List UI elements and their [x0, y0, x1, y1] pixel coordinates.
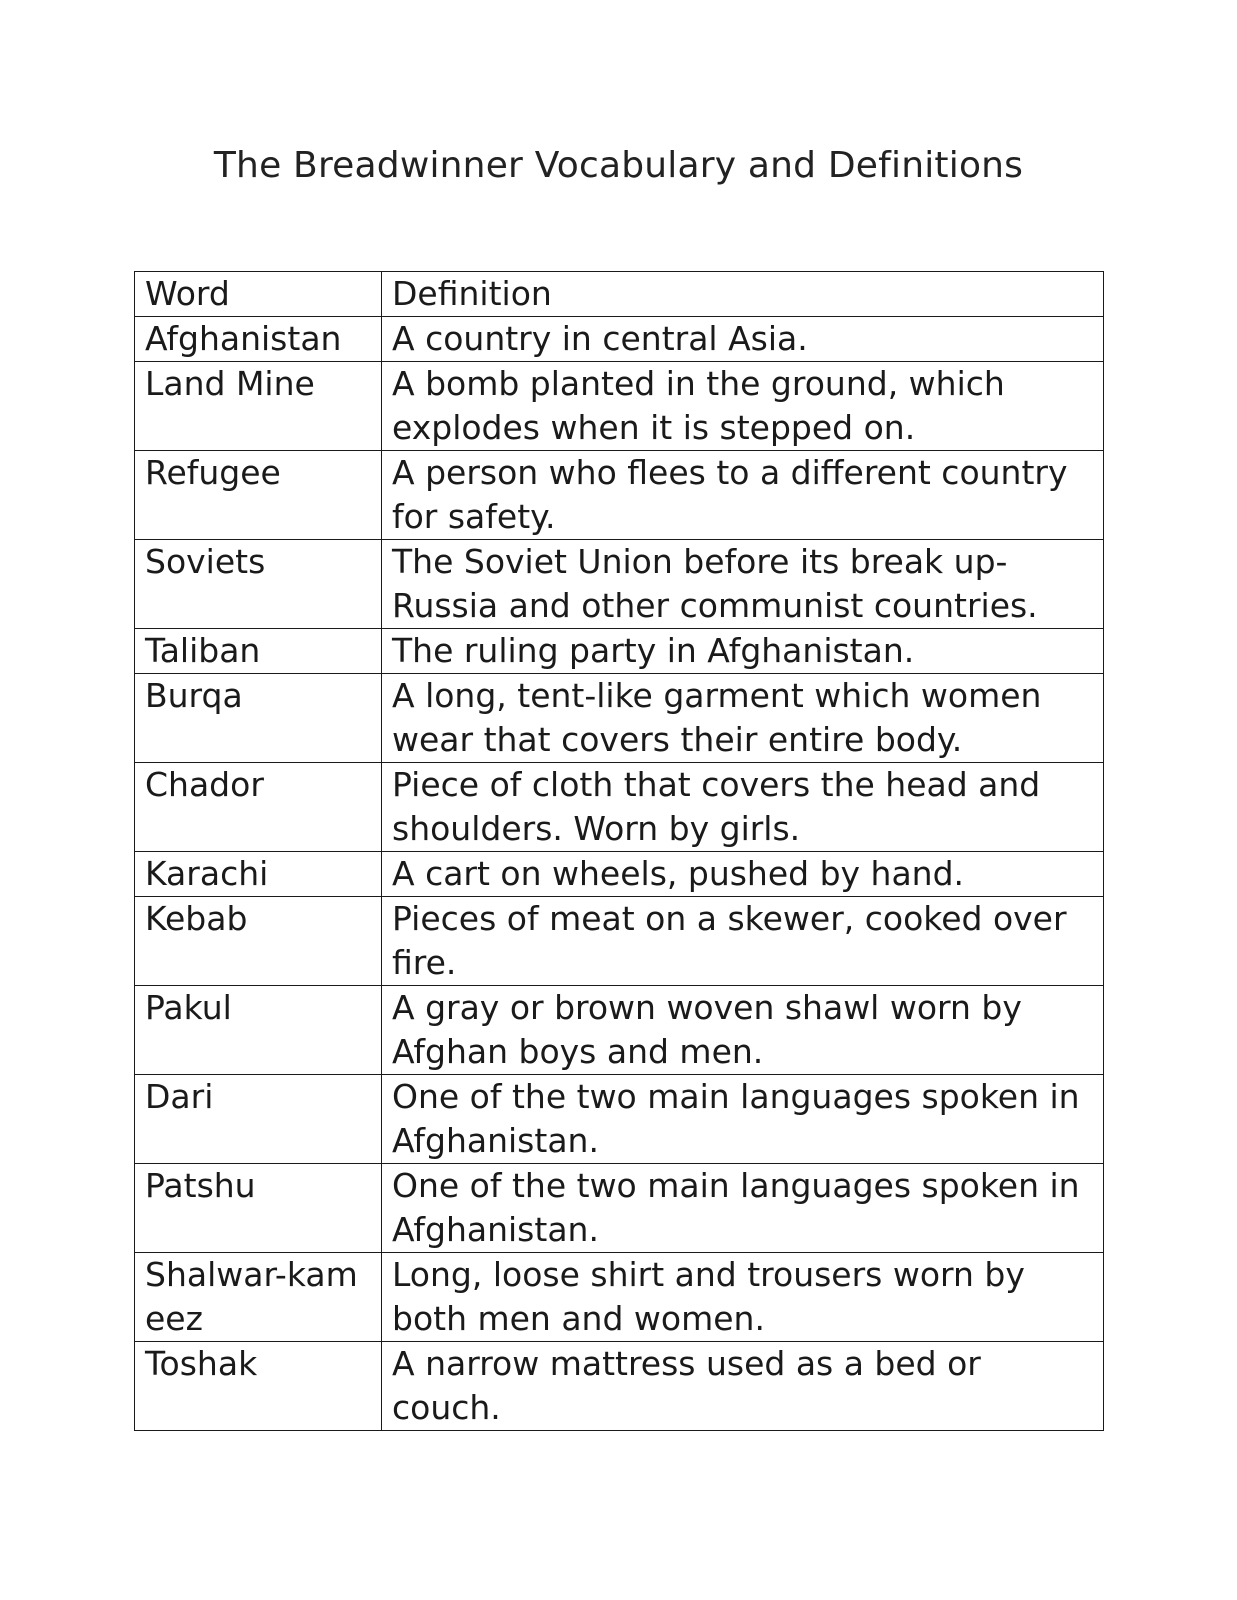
table-row	[135, 1342, 1104, 1431]
vocab-definition: Long, loose shirt and trousers worn by both men and women.	[382, 1253, 1104, 1342]
table-row	[135, 852, 1104, 897]
vocab-definition: A country in central Asia.	[382, 317, 1104, 362]
vocab-word: Toshak	[135, 1342, 382, 1431]
table-row	[135, 1253, 1104, 1342]
table-row	[135, 362, 1104, 451]
vocab-word: Patshu	[135, 1164, 382, 1253]
vocab-definition: A gray or brown woven shawl worn by Afghan boys and men.	[382, 986, 1104, 1075]
table-row	[135, 1075, 1104, 1164]
vocab-word: Afghanistan	[135, 317, 382, 362]
vocab-definition: A narrow mattress used as a bed or couch.	[382, 1342, 1104, 1431]
vocab-definition: One of the two main languages spoken in Afghanistan.	[382, 1075, 1104, 1164]
vocab-word: Kebab	[135, 897, 382, 986]
vocab-word: Dari	[135, 1075, 382, 1164]
vocab-definition: A bomb planted in the ground, which explodes when it is stepped on.	[382, 362, 1104, 451]
vocab-word: Soviets	[135, 540, 382, 629]
table-row	[135, 674, 1104, 763]
vocab-definition: Pieces of meat on a skewer, cooked over fire.	[382, 897, 1104, 986]
vocab-definition: A cart on wheels, pushed by hand.	[382, 852, 1104, 897]
vocab-definition: The Soviet Union before its break up- Russia and other communist countries.	[382, 540, 1104, 629]
vocab-definition: The ruling party in Afghanistan.	[382, 629, 1104, 674]
page-title: The Breadwinner Vocabulary and Definitions	[213, 145, 1024, 186]
vocab-word: Burqa	[135, 674, 382, 763]
vocab-word: Land Mine	[135, 362, 382, 451]
table-row	[135, 629, 1104, 674]
vocab-definition: A person who flees to a different country for safety.	[382, 451, 1104, 540]
header-word: Word	[135, 272, 382, 317]
vocab-word: Karachi	[135, 852, 382, 897]
table-header-row	[135, 272, 1104, 317]
header-definition: Definition	[382, 272, 1104, 317]
table-row	[135, 451, 1104, 540]
vocabulary-table	[134, 271, 1104, 1431]
vocab-word: Refugee	[135, 451, 382, 540]
vocab-definition: Piece of cloth that covers the head and shoulders. Worn by girls.	[382, 763, 1104, 852]
table-row	[135, 986, 1104, 1075]
vocab-word: Pakul	[135, 986, 382, 1075]
vocab-word: Chador	[135, 763, 382, 852]
vocab-definition: A long, tent-like garment which women wear that covers their entire body.	[382, 674, 1104, 763]
vocab-definition: One of the two main languages spoken in Afghanistan.	[382, 1164, 1104, 1253]
vocab-word: Shalwar-kameez	[135, 1253, 382, 1342]
table-row	[135, 763, 1104, 852]
table-row	[135, 1164, 1104, 1253]
table-row	[135, 897, 1104, 986]
vocab-word: Taliban	[135, 629, 382, 674]
table-row	[135, 317, 1104, 362]
table-row	[135, 540, 1104, 629]
